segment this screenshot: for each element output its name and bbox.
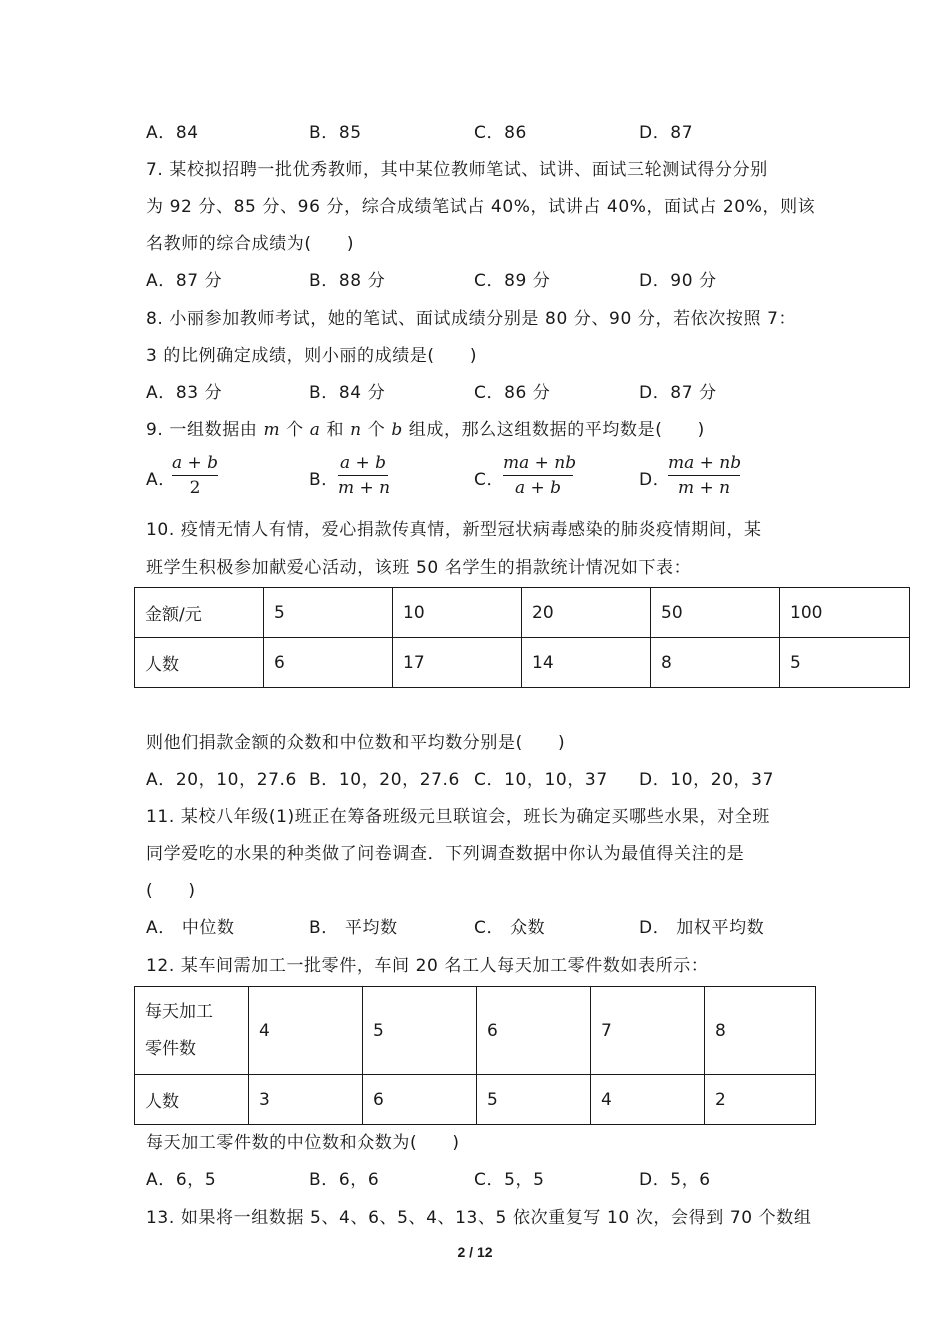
table-cell: 4: [249, 987, 363, 1075]
q13-stem-line: 13. 如果将一组数据 5、4、6、5、4、13、5 依次重复写 10 次，会得到 70 个数组: [146, 1208, 812, 1228]
q12-option-c: C．5，5: [474, 1170, 545, 1190]
q7-option-c: C．89 分: [474, 271, 551, 291]
q9-option-b-label: B．: [309, 470, 339, 490]
table-cell: 6: [264, 638, 393, 688]
q9-option-c-fraction: [503, 452, 577, 499]
q7-stem-line: 为 92 分、85 分、96 分，综合成绩笔试占 40%，试讲占 40%，面试占 20%，则该: [146, 197, 816, 217]
q10-option-d: D．10，20，37: [639, 770, 774, 790]
q10-stem-line: 班学生积极参加献爱心活动，该班 50 名学生的捐款统计情况如下表：: [146, 558, 692, 578]
table-cell: 6: [363, 1075, 477, 1125]
q10-option-a: A．20，10，27.6: [146, 770, 297, 790]
q9-stem-text: 个: [280, 420, 310, 440]
q10-stem-line: 10. 疫情无情人有情，爱心捐款传真情，新型冠状病毒感染的肺炎疫情期间，某: [146, 520, 762, 540]
q10-donation-table: [134, 587, 910, 688]
numerator: a + b: [339, 453, 387, 473]
q10-option-b: B．10，20，27.6: [309, 770, 460, 790]
table-cell: 100: [780, 588, 910, 638]
table-cell: 金额/元: [135, 588, 264, 638]
var-b: b: [391, 420, 403, 440]
page-number: 2 / 12: [457, 1244, 493, 1260]
numerator: ma + nb: [668, 453, 742, 473]
q8-option-c: C．86 分: [474, 383, 551, 403]
var-a: a: [309, 420, 321, 440]
q11-option-c: C． 众数: [474, 918, 546, 938]
table-cell: [135, 987, 249, 1075]
q6-option-d: D．87: [639, 123, 694, 143]
table-row: [135, 987, 816, 1075]
q12-option-b: B．6，6: [309, 1170, 380, 1190]
fraction-bar: [338, 475, 388, 476]
q7-stem-line: 7. 某校拟招聘一批优秀教师，其中某位教师笔试、试讲、面试三轮测试得分分别: [146, 160, 768, 180]
q9-option-a-fraction: [172, 452, 218, 499]
q9-stem-text: 9. 一组数据由: [146, 420, 264, 440]
q11-option-a: A． 中位数: [146, 918, 235, 938]
table-row: [135, 638, 910, 688]
q11-option-b: B． 平均数: [309, 918, 398, 938]
q8-stem-line: 3 的比例确定成绩，则小丽的成绩是( ): [146, 346, 478, 366]
table-cell: 10: [393, 588, 522, 638]
table-cell: 5: [780, 638, 910, 688]
q6-option-a: A．84: [146, 123, 199, 143]
q12-parts-table: [134, 986, 816, 1125]
table-cell: 8: [705, 987, 816, 1075]
table-row: [135, 1075, 816, 1125]
q10-question: 则他们捐款金额的众数和中位数和平均数分别是( ): [146, 733, 566, 753]
table-row: [135, 588, 910, 638]
table-cell: 50: [651, 588, 780, 638]
denominator: a + b: [514, 478, 562, 498]
q9-option-a-label: A．: [146, 470, 176, 490]
q10-option-c: C．10，10，37: [474, 770, 608, 790]
fraction-bar: [503, 475, 573, 476]
table-cell: 17: [393, 638, 522, 688]
table-cell: 7: [591, 987, 705, 1075]
q12-stem-line: 12. 某车间需加工一批零件，车间 20 名工人每天加工零件数如表所示：: [146, 956, 709, 976]
q11-stem-line: 11. 某校八年级(1)班正在筹备班级元旦联谊会，班长为确定买哪些水果，对全班: [146, 807, 770, 827]
denominator: 2: [189, 478, 201, 498]
q9-option-d-fraction: [668, 452, 740, 499]
table-cell: 5: [363, 987, 477, 1075]
table-cell: 14: [522, 638, 651, 688]
q8-option-a: A．83 分: [146, 383, 223, 403]
q6-option-b: B．85: [309, 123, 362, 143]
q7-option-a: A．87 分: [146, 271, 223, 291]
q8-stem-line: 8. 小丽参加教师考试，她的笔试、面试成绩分别是 80 分、90 分，若依次按照 7：: [146, 309, 797, 329]
q9-stem-text: 和: [320, 420, 351, 440]
q9-stem: [146, 415, 705, 440]
q8-option-b: B．84 分: [309, 383, 386, 403]
q11-stem-line: ( ): [146, 881, 196, 901]
table-cell: 人数: [135, 1075, 249, 1125]
q7-option-d: D．90 分: [639, 271, 717, 291]
header-line: 零件数: [145, 1038, 196, 1059]
fraction-bar: [172, 475, 218, 476]
q6-option-c: C．86: [474, 123, 527, 143]
q12-option-d: D．5，6: [639, 1170, 711, 1190]
q12-option-a: A．6，5: [146, 1170, 217, 1190]
numerator: ma + nb: [503, 453, 577, 473]
table-cell: 3: [249, 1075, 363, 1125]
q11-option-d: D． 加权平均数: [639, 918, 765, 938]
q9-option-d-label: D．: [639, 470, 671, 490]
q9-option-c-label: C．: [474, 470, 505, 490]
var-n: n: [350, 420, 362, 440]
q9-stem-text: 个: [361, 420, 392, 440]
table-cell: 6: [477, 987, 591, 1075]
var-m: m: [263, 420, 281, 440]
q7-stem-line: 名教师的综合成绩为( ): [146, 234, 355, 254]
table-cell: 5: [264, 588, 393, 638]
table-cell: 2: [705, 1075, 816, 1125]
q7-option-b: B．88 分: [309, 271, 386, 291]
q9-stem-text: 组成，那么这组数据的平均数是( ): [402, 420, 705, 440]
table-cell: 8: [651, 638, 780, 688]
fraction-bar: [668, 475, 740, 476]
q12-question: 每天加工零件数的中位数和众数为( ): [146, 1133, 460, 1153]
table-cell: 20: [522, 588, 651, 638]
q9-option-b-fraction: [338, 452, 391, 499]
denominator: m + n: [677, 478, 731, 498]
table-cell: 人数: [135, 638, 264, 688]
numerator: a + b: [172, 453, 219, 473]
table-cell: 5: [477, 1075, 591, 1125]
q8-option-d: D．87 分: [639, 383, 717, 403]
header-line: 每天加工: [145, 1001, 213, 1022]
q11-stem-line: 同学爱吃的水果的种类做了问卷调查．下列调查数据中你认为最值得关注的是: [146, 844, 745, 864]
denominator: m + n: [338, 478, 391, 498]
table-cell: 4: [591, 1075, 705, 1125]
